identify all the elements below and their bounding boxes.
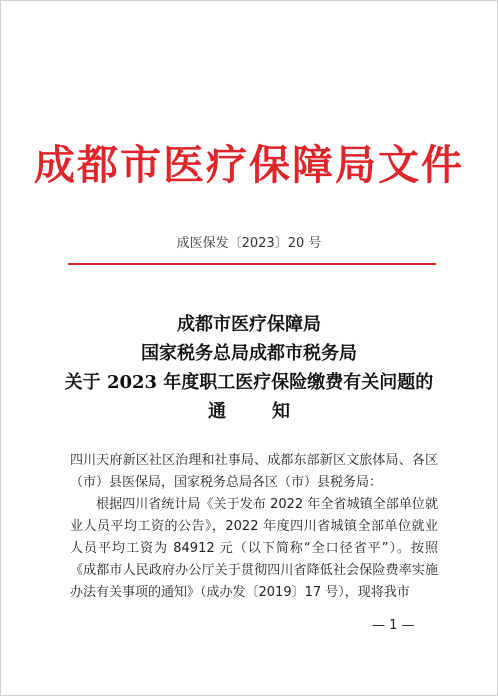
body-text: [70, 450, 438, 604]
notice-label: 通 知: [208, 401, 304, 422]
notice-title-block: [0, 310, 498, 426]
issuer-line-1: 成都市医疗保障局: [177, 314, 321, 335]
page-number: — 1 —: [372, 618, 415, 633]
red-divider-line: [68, 263, 436, 265]
document-number: 成医保发〔2023〕20 号: [176, 236, 322, 251]
subject-line: 关于 2023 年度职工医疗保险缴费有关问题的: [64, 372, 434, 393]
document-header-title: 成都市医疗保障局文件: [34, 141, 464, 189]
recipients-paragraph: 四川天府新区社区治理和社事局、成都东部新区文旅体局、各区（市）县医保局，国家税务总局各区（市）县税务局：: [70, 453, 438, 490]
body-paragraph-1: 根据四川省统计局《关于发布 2022 年全省城镇全部单位就业人员平均工资的公告》，2022 年度四川省城镇全部单位就业人员平均工资为 84912 元（以下简称“全口径省平”）。按照《成都市人民政府办公厅关于贯彻四川省降低社会保险费率实施办法有关事项的通知》（成办发〔2019〕17 号），现将我市: [70, 497, 438, 600]
issuer-line-2: 国家税务总局成都市税务局: [141, 343, 357, 364]
